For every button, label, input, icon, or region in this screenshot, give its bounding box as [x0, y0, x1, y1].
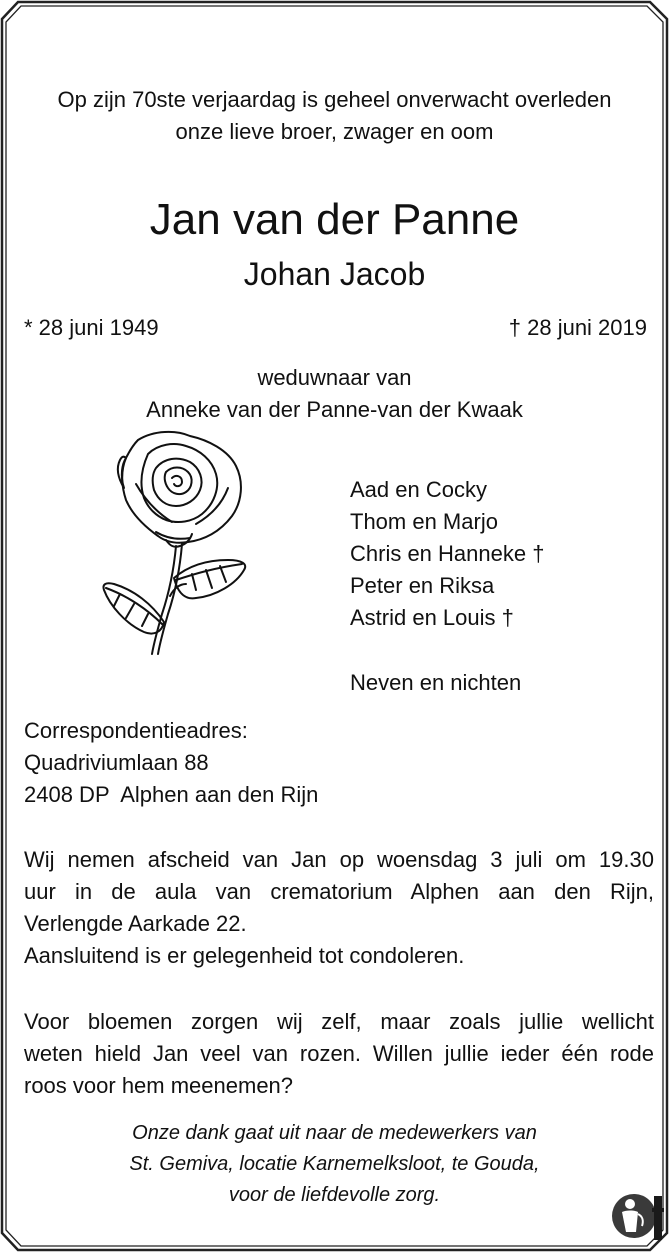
spouse-intro: weduwnaar van — [257, 365, 412, 390]
rose-illustration — [96, 428, 256, 658]
address-city: 2408 DP Alphen aan den Rijn — [24, 782, 319, 807]
intro-line-1: Op zijn 70ste verjaardag is geheel onverwacht overleden — [57, 87, 612, 112]
memorial-logo-icon — [608, 1188, 664, 1244]
deceased-given-names: Johan Jacob — [243, 256, 426, 292]
address-street: Quadriviumlaan 88 — [24, 750, 209, 775]
extended-family: Neven en nichten — [350, 670, 522, 695]
farewell-line: Wij nemen afscheid van Jan op woensdag 3 juli om 19.30 — [24, 847, 654, 872]
family-member: Peter en Riksa — [350, 573, 495, 598]
birth-date: * 28 juni 1949 — [24, 315, 159, 340]
flowers-line: weten hield Jan veel van rozen. Willen jullie ieder één rode — [24, 1041, 654, 1066]
farewell-line: uur in de aula van crematorium Alphen aan den Rijn, — [24, 879, 654, 904]
farewell-paragraph — [24, 844, 654, 972]
farewell-line: Verlengde Aarkade 22. — [24, 911, 247, 936]
thanks-line: voor de liefdevolle zorg. — [228, 1184, 441, 1206]
thanks-line: Onze dank gaat uit naar de medewerkers van — [132, 1122, 537, 1144]
address-label: Correspondentieadres: — [24, 718, 248, 743]
flowers-line: roos voor hem meenemen? — [24, 1073, 294, 1098]
deceased-name: Jan van der Panne — [149, 195, 520, 244]
thanks-line: St. Gemiva, locatie Karnemelksloot, te Gouda, — [129, 1153, 540, 1175]
flowers-paragraph — [24, 1006, 654, 1102]
intro-line-2: onze lieve broer, zwager en oom — [175, 119, 494, 144]
family-member: Chris en Hanneke † — [350, 541, 545, 566]
family-member: Astrid en Louis † — [350, 605, 514, 630]
family-member: Aad en Cocky — [350, 477, 487, 502]
flowers-line: Voor bloemen zorgen wij zelf, maar zoals jullie wellicht — [24, 1009, 654, 1034]
condolence-line: Aansluitend is er gelegenheid tot condoleren. — [24, 943, 465, 968]
death-date: † 28 juni 2019 — [508, 315, 647, 340]
spouse-name: Anneke van der Panne-van der Kwaak — [146, 397, 523, 422]
family-member: Thom en Marjo — [350, 509, 498, 534]
